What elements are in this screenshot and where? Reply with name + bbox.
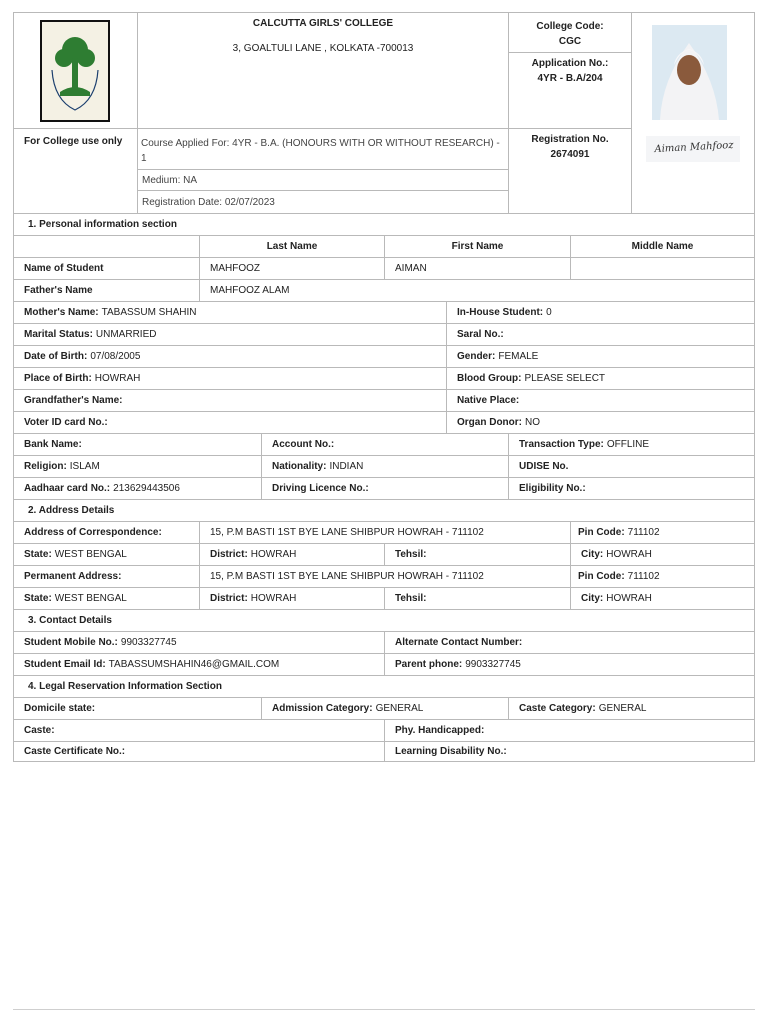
caste-row: Caste: [13,719,385,742]
alt-contact-row: Alternate Contact Number: [384,631,755,654]
medium-cell [137,169,509,191]
registration-label: Registration No. [531,134,609,145]
native-row: Native Place: [446,389,755,412]
address-section-title: 2. Address Details [13,499,755,522]
perm-tehsil-row: Tehsil: [384,587,571,610]
mother-row: Mother's Name: TABASSUM SHAHIN [13,301,447,324]
college-use-label: For College use only [24,136,123,147]
parent-phone-row: Parent phone: 9903327745 [384,653,755,676]
udise-row: UDISE No. [508,455,755,478]
account-row: Account No.: [261,433,509,456]
father-name: MAHFOOZ ALAM [199,279,755,302]
col-last-name: Last Name [199,235,385,258]
personal-section-title: 1. Personal information section [13,213,755,236]
college-logo [40,20,110,122]
grandfather-row: Grandfather's Name: [13,389,447,412]
email-row: Student Email Id: TABASSUMSHAHIN46@GMAIL.COM [13,653,385,676]
reg-date-cell [137,190,509,214]
organ-row: Organ Donor: NO [446,411,755,434]
registration-value: 2674091 [550,149,590,160]
application-label: Application No.: [531,58,609,69]
inhouse-row: In-House Student: 0 [446,301,755,324]
college-code-value: CGC [558,36,582,47]
perm-district-row: District: HOWRAH [199,587,385,610]
first-name: AIMAN [384,257,571,280]
student-signature: Aiman Mahfooz [654,139,734,156]
caste-category-row: Caste Category: GENERAL [508,697,755,720]
saral-row: Saral No.: [446,323,755,346]
corr-district-row: District: HOWRAH [199,543,385,566]
mother-name: TABASSUM SHAHIN [101,307,197,318]
transaction-row: Transaction Type: OFFLINE [508,433,755,456]
application-value: 4YR - B.A/204 [537,73,603,84]
contact-section-title: 3. Contact Details [13,609,755,632]
perm-pin-row: Pin Code: 711102 [570,565,755,588]
gender-row: Gender: FEMALE [446,345,755,368]
dob-row: Date of Birth: 07/08/2005 [13,345,447,368]
bank-row: Bank Name: [13,433,262,456]
reservation-section-title: 4. Legal Reservation Information Section [13,675,755,698]
college-address: 3, GOALTULI LANE , KOLKATA -700013 [232,43,414,54]
name-label: Name of Student [13,257,200,280]
perm-city-row: City: HOWRAH [570,587,755,610]
pob-row: Place of Birth: HOWRAH [13,367,447,390]
student-photo [652,25,727,120]
student-photo-icon [652,25,727,120]
name-header-blank [13,235,200,258]
tree-logo-icon [40,20,110,122]
col-first-name: First Name [384,235,571,258]
ph-row: Phy. Handicapped: [384,719,755,742]
perm-state-row: State: WEST BENGAL [13,587,200,610]
college-code-label: College Code: [536,21,604,32]
corr-label: Address of Correspondence: [13,521,200,544]
college-info-cell [137,12,509,129]
marital-row: Marital Status: UNMARRIED [13,323,447,346]
middle-name [570,257,755,280]
father-label: Father's Name [13,279,200,302]
corr-address: 15, P.M BASTI 1ST BYE LANE SHIBPUR HOWRAH - 711102 [199,521,571,544]
aadhaar-row: Aadhaar card No.: 213629443506 [13,477,262,500]
col-middle-name: Middle Name [570,235,755,258]
medium: Medium: NA [142,174,198,186]
perm-label: Permanent Address: [13,565,200,588]
caste-cert-row: Caste Certificate No.: [13,741,385,762]
eligibility-row: Eligibility No.: [508,477,755,500]
ld-row: Learning Disability No.: [384,741,755,762]
corr-city-row: City: HOWRAH [570,543,755,566]
religion-row: Religion: ISLAM [13,455,262,478]
registration-date: Registration Date: 02/07/2023 [142,196,275,208]
domicile-row: Domicile state: [13,697,262,720]
mobile-row: Student Mobile No.: 9903327745 [13,631,385,654]
licence-row: Driving Licence No.: [261,477,509,500]
corr-tehsil-row: Tehsil: [384,543,571,566]
voter-row: Voter ID card No.: [13,411,447,434]
blood-row: Blood Group: PLEASE SELECT [446,367,755,390]
corr-state-row: State: WEST BENGAL [13,543,200,566]
course-applied: Course Applied For: 4YR - B.A. (HONOURS WITH OR WITHOUT RESEARCH) - 1 [141,138,500,164]
nationality-row: Nationality: INDIAN [261,455,509,478]
page-bottom-divider [13,1009,755,1010]
admission-row: Admission Category: GENERAL [261,697,509,720]
college-name: CALCUTTA GIRLS' COLLEGE [252,18,394,29]
perm-address: 15, P.M BASTI 1ST BYE LANE SHIBPUR HOWRAH - 711102 [199,565,571,588]
last-name: MAHFOOZ [199,257,385,280]
corr-pin-row: Pin Code: 711102 [570,521,755,544]
